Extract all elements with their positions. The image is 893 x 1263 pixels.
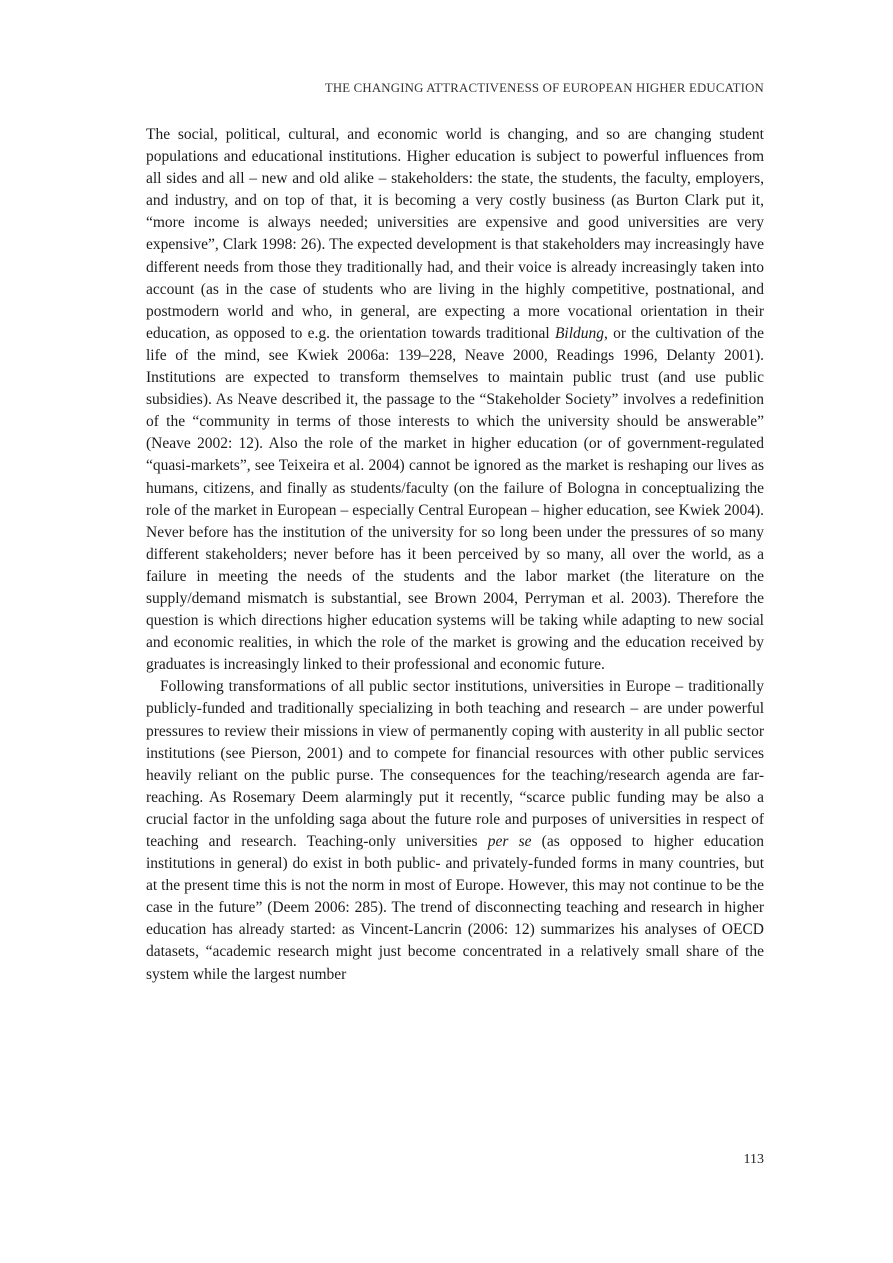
- paragraph-2: [146, 676, 764, 985]
- paragraph-2-text-b: (as opposed to higher education institutions in general) do exist in both public- and privately-funded forms in many countries, but at the present time this is not the norm in most of Europe. However, this may not continue to be the case in the future” (Deem 2006: 285). The trend of disconnecting teaching and research in higher education has already started: as Vincent-Lancrin (2006: 12) summarizes his analyses of OECD datasets, “academic research might just become concentrated in a relatively small share of the system while the largest number: [146, 833, 764, 983]
- paragraph-2-emphasis: per se: [487, 833, 532, 850]
- paragraph-1-emphasis: Bildung: [554, 324, 605, 342]
- page-number: 113: [743, 1152, 764, 1167]
- running-head: THE CHANGING ATTRACTIVENESS OF EUROPEAN HIGHER EDUCATION: [324, 81, 764, 95]
- paragraph-2-text-a: Following transformations of all public sector institutions, universities in Europe – traditionally publicly-funded and traditionally specializing in both teaching and research – are under powerful pressures to review their missions in view of permanently coping with austerity in all public sector institutions (see Pierson, 2001) and to compete for financial resources with other public services heavily reliant on the public purse. The consequences for the teaching/research agenda are far-reaching. As Rosemary Deem alarmingly put it recently, “scarce public funding may be also a crucial factor in the unfolding saga about the future role and purposes of universities in respect of teaching and research. Teaching-only universities: [146, 678, 764, 850]
- paragraph-1-text-a: The social, political, cultural, and economic world is changing, and so are changing student populations and educational institutions. Higher education is subject to powerful influences from all sides and all – new and old alike – stakeholders: the state, the students, the faculty, employers, and industry, and on top of that, it is becoming a very costly business (as Burton Clark put it, “more income is always needed; universities are expensive and good universities are very expensive”, Clark 1998: 26). The expected development is that stakeholders may increasingly have different needs from those they traditionally had, and their voice is already increasingly taken into account (as in the case of students who are living in the highly competitive, postnational, and postmodern world and who, in general, are expecting a more vocational orientation in their education, as opposed to e.g. the orientation towards traditional: [146, 126, 764, 342]
- body-text: [146, 124, 764, 986]
- paragraph-1: [146, 124, 764, 676]
- paragraph-1-text-b: , or the cultivation of the life of the mind, see Kwiek 2006a: 139–228, Neave 2000, Readings 1996, Delanty 2001). Institutions are expected to transform themselves to maintain public trust (and use public subsidies). As Neave described it, the passage to the “Stakeholder Society” involves a redefinition of the “community in terms of those interests to which the university should be answerable” (Neave 2002: 12). Also the role of the market in higher education (or of government-regulated “quasi-markets”, see Teixeira et al. 2004) cannot be ignored as the market is reshaping our lives as humans, citizens, and finally as students/faculty (on the failure of Bologna in conceptualizing the role of the market in European – especially Central European – higher education, see Kwiek 2004). Never before has the institution of the university for so long been under the pressures of so many different stakeholders; never before has it been perceived by so many, all over the world, as a failure in meeting the needs of the students and the labor market (the literature on the supply/demand mismatch is substantial, see Brown 2004, Perryman et al. 2003). Therefore the question is which directions higher education systems will be taking while adapting to new social and economic realities, in which the role of the market is growing and the education received by graduates is increasingly linked to their professional and economic future.: [146, 324, 764, 674]
